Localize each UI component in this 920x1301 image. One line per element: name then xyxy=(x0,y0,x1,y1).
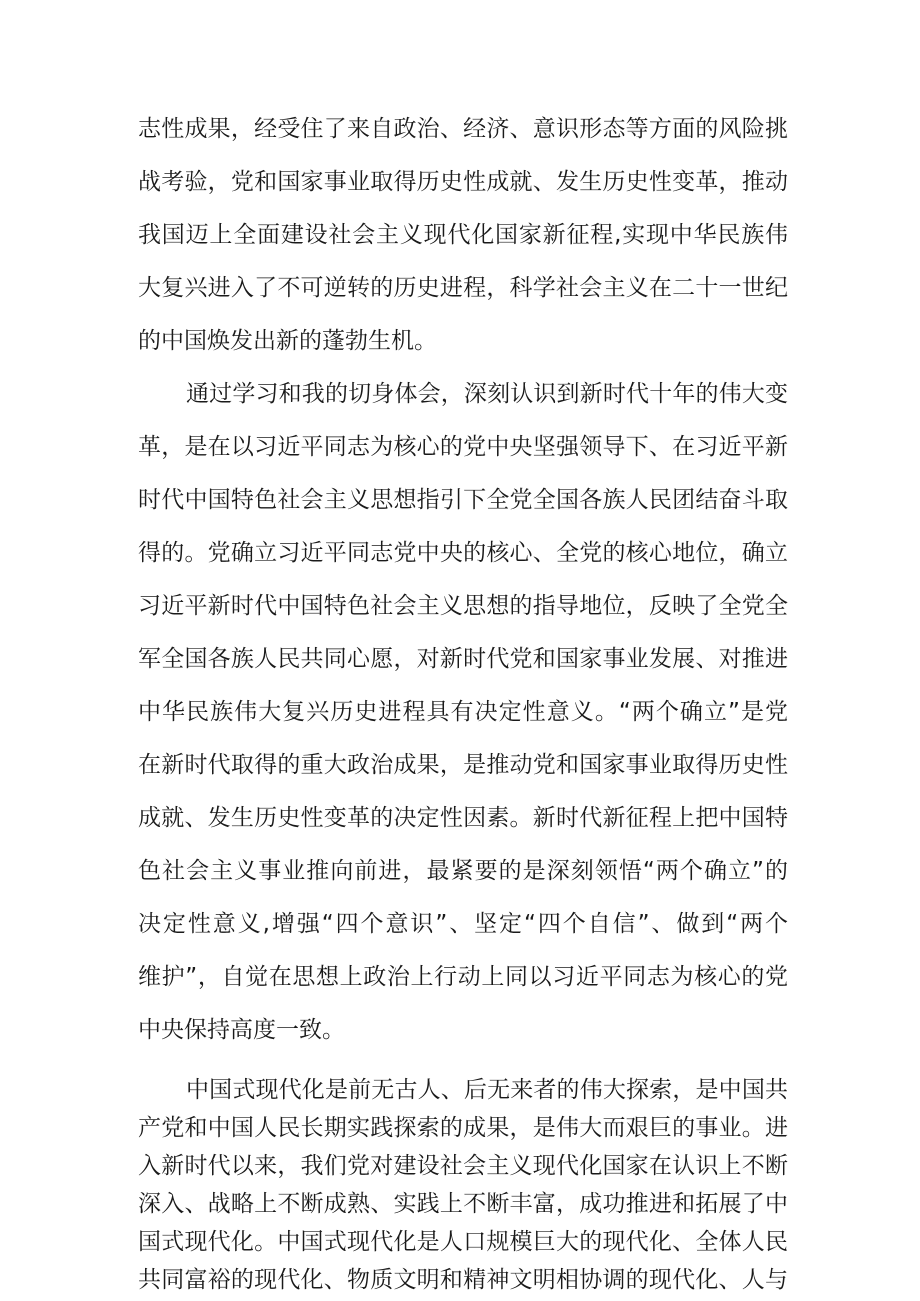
text-line: 决定性意义,增强“四个意识”、坚定“四个自信”、做到“两个 xyxy=(138,911,788,937)
text-line: 深入、战略上不断成熟、实践上不断丰富，成功推进和拓展了中 xyxy=(138,1191,788,1217)
text-line: 维护”，自觉在思想上政治上行动上同以习近平同志为核心的党 xyxy=(138,964,788,990)
text-line: 习近平新时代中国特色社会主义思想的指导地位，反映了全党全 xyxy=(138,593,788,619)
text-line: 产党和中国人民长期实践探索的成果，是伟大而艰巨的事业。进 xyxy=(138,1115,788,1141)
text-line: 中央保持高度一致。 xyxy=(138,1017,345,1043)
text-line: 色社会主义事业推向前进，最紧要的是深刻领悟“两个确立”的 xyxy=(138,858,788,884)
text-line: 共同富裕的现代化、物质文明和精神文明相协调的现代化、人与 xyxy=(138,1267,788,1293)
text-line: 军全国各族人民共同心愿，对新时代党和国家事业发展、对推进 xyxy=(138,646,788,672)
text-line: 时代中国特色社会主义思想指引下全党全国各族人民团结奋斗取 xyxy=(138,487,788,513)
text-line: 通过学习和我的切身体会，深刻认识到新时代十年的伟大变 xyxy=(186,381,788,407)
text-line: 战考验，党和国家事业取得历史性成就、发生历史性变革，推动 xyxy=(138,169,788,195)
text-line: 革，是在以习近平同志为核心的党中央坚强领导下、在习近平新 xyxy=(138,434,788,460)
text-line: 我国迈上全面建设社会主义现代化国家新征程,实现中华民族伟 xyxy=(138,222,788,248)
text-line: 得的。党确立习近平同志党中央的核心、全党的核心地位，确立 xyxy=(138,540,788,566)
text-line: 国式现代化。中国式现代化是人口规模巨大的现代化、全体人民 xyxy=(138,1229,788,1255)
text-line: 志性成果，经受住了来自政治、经济、意识形态等方面的风险挑 xyxy=(138,116,788,142)
text-line: 入新时代以来，我们党对建设社会主义现代化国家在认识上不断 xyxy=(138,1153,788,1179)
text-line: 的中国焕发出新的蓬勃生机。 xyxy=(138,328,437,354)
text-line: 在新时代取得的重大政治成果，是推动党和国家事业取得历史性 xyxy=(138,752,788,778)
text-line: 成就、发生历史性变革的决定性因素。新时代新征程上把中国特 xyxy=(138,805,788,831)
text-line: 中华民族伟大复兴历史进程具有决定性意义。“两个确立”是党 xyxy=(138,699,788,725)
text-line: 大复兴进入了不可逆转的历史进程，科学社会主义在二十一世纪 xyxy=(138,275,788,301)
text-line: 中国式现代化是前无古人、后无来者的伟大探索，是中国共 xyxy=(186,1077,788,1103)
